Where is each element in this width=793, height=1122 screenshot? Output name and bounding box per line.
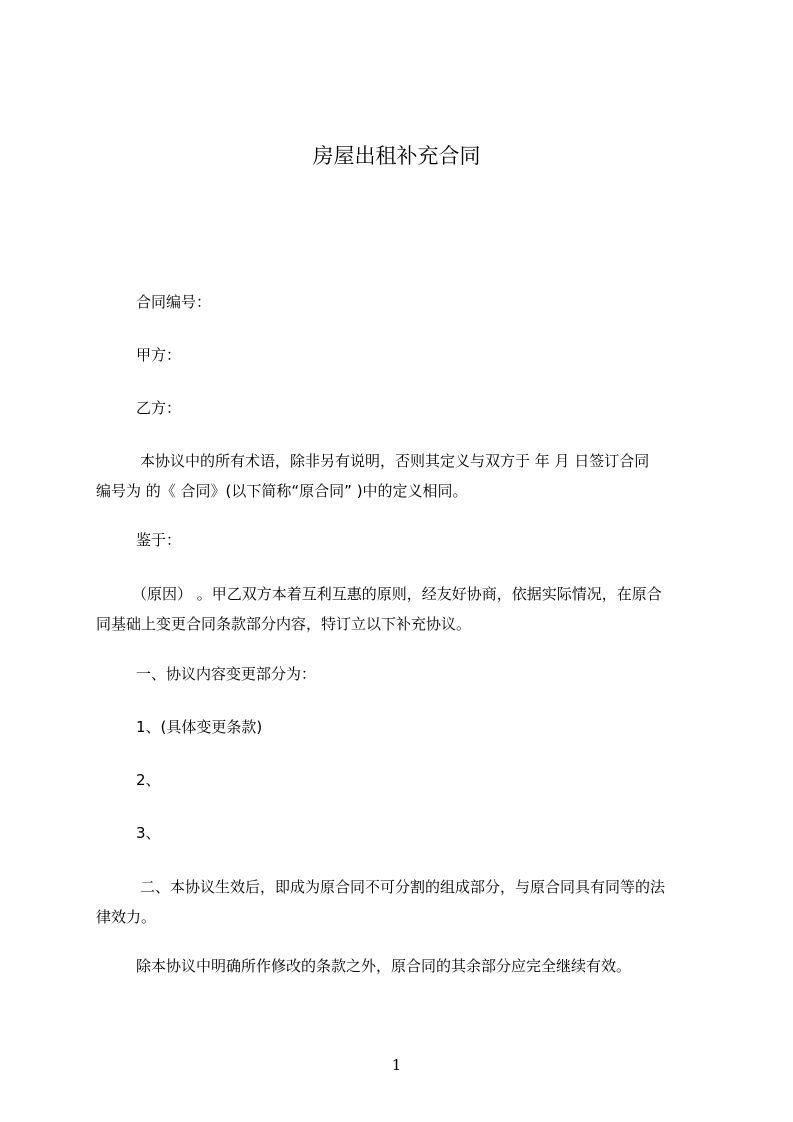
page-number: 1 <box>391 1056 402 1074</box>
change-item-2: 2、 <box>136 771 161 789</box>
contract-number-label: 合同编号： <box>136 293 212 311</box>
whereas-label: 鉴于： <box>136 531 182 549</box>
remaining-clause: 除本协议中明确所作修改的条款之外，原合同的其余部分应完全继续有效。 <box>136 957 632 975</box>
change-item-3: 3、 <box>136 824 161 842</box>
definition-line-2: 编号为 的《 合同》(以下简称“原合同” )中的定义相同。 <box>96 482 468 500</box>
definition-paragraph <box>96 446 706 506</box>
section-2-paragraph <box>96 872 706 932</box>
document-title: 房屋出租补充合同 <box>312 144 481 168</box>
definition-line-1: 本协议中的所有术语，除非另有说明，否则其定义与双方于 年 月 日签订合同 <box>140 452 650 470</box>
reason-paragraph <box>96 579 706 639</box>
reason-line-1: （原因） 。甲乙双方本着互利互惠的原则，经友好协商，依据实际情况，在原合 <box>132 585 662 603</box>
party-a-label: 甲方： <box>136 346 182 364</box>
party-b-label: 乙方： <box>136 399 182 417</box>
change-item-1: 1、(具体变更条款) <box>136 718 263 736</box>
section-2-line-2: 律效力。 <box>96 908 157 926</box>
section-1-heading: 一、协议内容变更部分为： <box>136 665 317 683</box>
reason-line-2: 同基础上变更合同条款部分内容，特订立以下补充协议。 <box>96 615 472 633</box>
section-2-line-1: 二、本协议生效后，即成为原合同不可分割的组成部分，与原合同具有同等的法 <box>140 878 666 896</box>
